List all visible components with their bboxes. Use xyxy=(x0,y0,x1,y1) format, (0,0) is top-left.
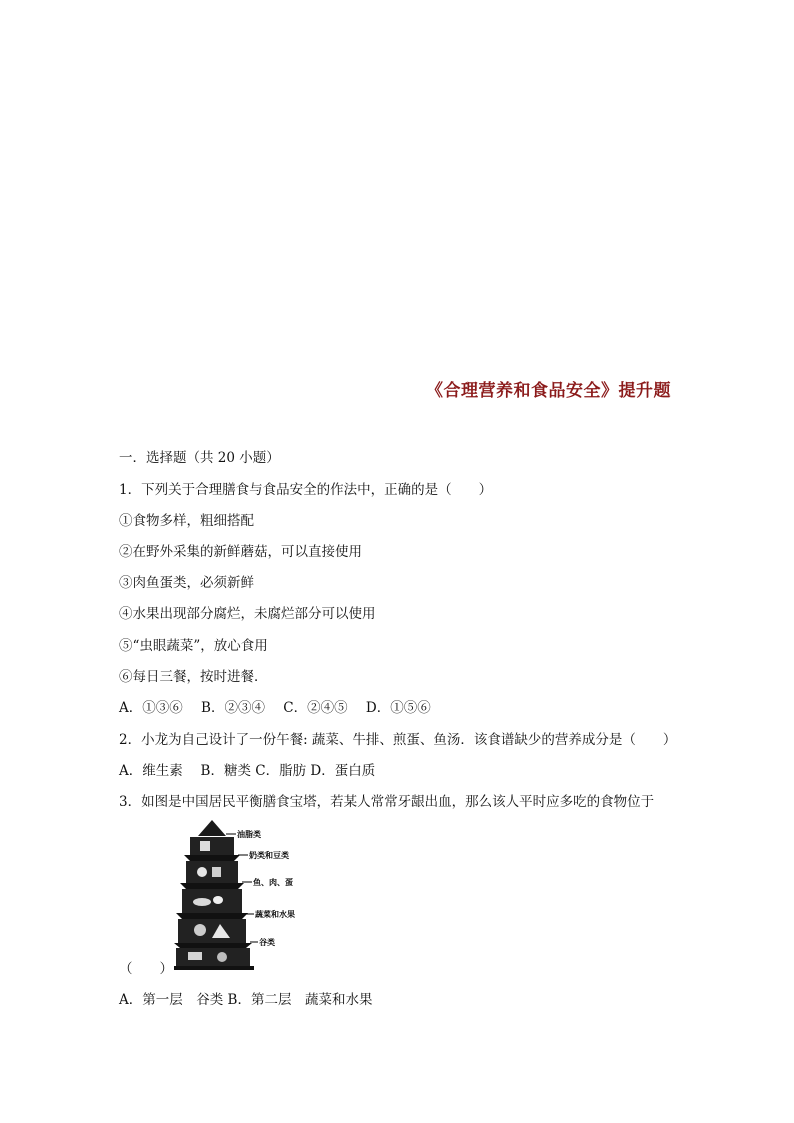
question-1-item-2: ②在野外采集的新鲜蘑菇，可以直接使用 xyxy=(119,544,362,560)
question-2-stem: 2．小龙为自己设计了一份午餐: 蔬菜、牛排、煎蛋、鱼汤．该食谱缺少的营养成分是（ ） xyxy=(119,732,677,748)
question-1-option-a: A．①③⑥ xyxy=(119,700,183,716)
question-1-item-3: ③肉鱼蛋类，必须新鲜 xyxy=(119,575,254,591)
question-3-options: A．第一层 谷类 B．第二层 蔬菜和水果 xyxy=(119,992,373,1008)
question-1-option-d: D．①⑤⑥ xyxy=(365,700,431,716)
page-title: 《合理营养和食品安全》提升题 xyxy=(426,381,671,401)
section-heading: 一．选择题（共 20 小题） xyxy=(119,450,280,466)
question-1-item-4: ④水果出现部分腐烂，未腐烂部分可以使用 xyxy=(119,606,376,622)
figure-label-fish-meat-eggs: 鱼、肉、蛋 xyxy=(253,878,293,887)
food-pyramid-figure xyxy=(174,820,314,970)
question-1-option-c: C．②④⑤ xyxy=(283,700,348,716)
question-1-item-5: ⑤“虫眼蔬菜”，放心食用 xyxy=(119,638,268,654)
question-1-stem: 1．下列关于合理膳食与食品安全的作法中，正确的是（ ） xyxy=(119,482,493,498)
figure-label-vegetables-fruit: 蔬菜和水果 xyxy=(255,910,295,919)
question-1-options xyxy=(119,696,445,716)
question-1-item-1: ①食物多样，粗细搭配 xyxy=(119,513,254,529)
question-1-option-b: B．②③④ xyxy=(201,700,265,716)
question-3-stem: 3．如图是中国居民平衡膳食宝塔，若某人常常牙龈出血，那么该人平时应多吃的食物位于 xyxy=(119,794,655,810)
question-1-item-6: ⑥每日三餐，按时进餐． xyxy=(119,669,268,685)
question-3-blank: （ ） xyxy=(119,961,173,977)
figure-label-oils: 油脂类 xyxy=(237,830,261,839)
figure-label-dairy-beans: 奶类和豆类 xyxy=(249,851,289,860)
question-2-options: A．维生素 B．糖类 C．脂肪 D．蛋白质 xyxy=(119,763,376,779)
figure-label-grains: 谷类 xyxy=(259,938,275,947)
